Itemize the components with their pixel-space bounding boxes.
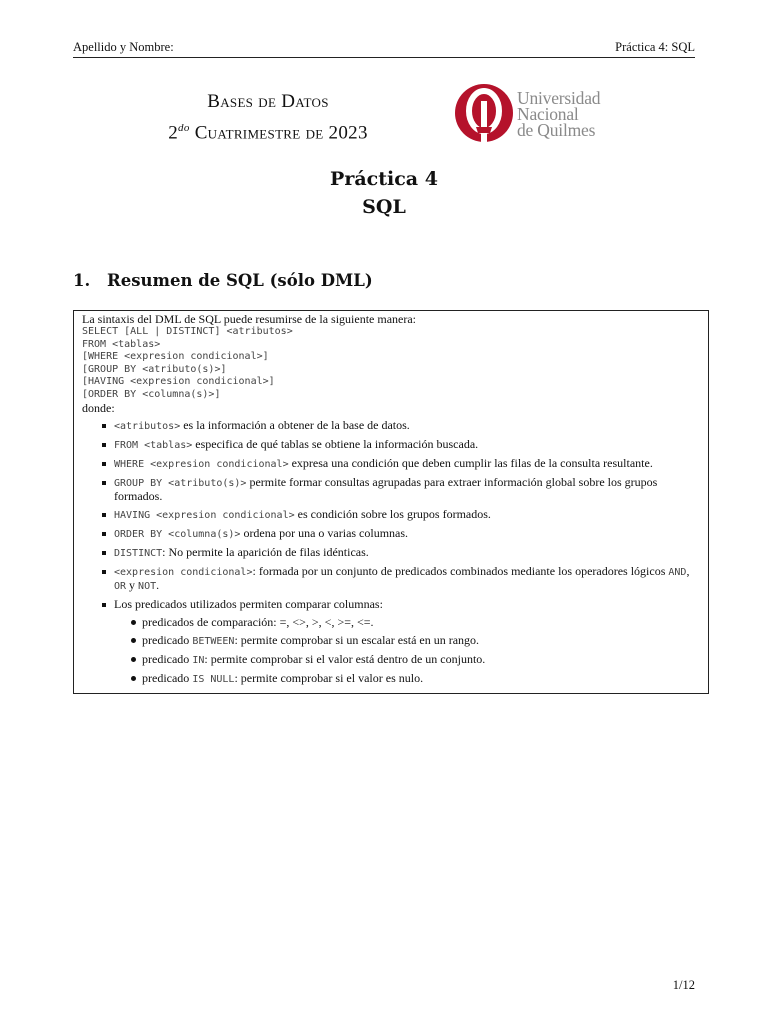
- page-number: 1/12: [672, 978, 695, 992]
- course-term: [108, 115, 428, 146]
- clause-list: [82, 419, 700, 686]
- list-item: [114, 476, 700, 503]
- predicate-item: [142, 672, 700, 686]
- operator-not: NOT: [138, 580, 157, 592]
- list-item: [114, 598, 700, 686]
- list-item: [114, 457, 700, 471]
- clause-text: permite formar consultas agrupadas para extraer información global sobre los grupos formados.: [114, 474, 658, 503]
- logo-line-2: Nacional: [517, 104, 579, 124]
- university-name: [517, 90, 600, 138]
- code-line: FROM <tablas>: [82, 338, 161, 350]
- code-line: [HAVING <expresion condicional>]: [82, 376, 275, 388]
- code-line: SELECT [ALL | DISTINCT] <atributos>: [82, 326, 293, 337]
- predicate-code: IN: [192, 654, 205, 666]
- sql-summary-box: [73, 310, 709, 694]
- predicate-item: [142, 653, 700, 667]
- course-name: Bases de Datos: [207, 91, 329, 112]
- donde-label: donde:: [82, 400, 115, 415]
- header-practice-label: Práctica 4: SQL: [615, 40, 695, 54]
- page-header: [73, 38, 695, 58]
- list-item: [114, 438, 700, 452]
- clause-text: ordena por una o varias columnas.: [240, 525, 409, 540]
- predicate-list: [114, 616, 700, 686]
- clause-code: ORDER BY <columna(s)>: [114, 528, 241, 540]
- predicate-prefix: predicado: [142, 651, 193, 666]
- section-heading: [73, 271, 373, 290]
- predicate-code: BETWEEN: [192, 635, 235, 647]
- predicate-prefix: predicado: [142, 632, 193, 647]
- predicate-text: : permite comprobar si el valor está dentro de un conjunto.: [204, 651, 486, 666]
- period: .: [156, 577, 160, 592]
- list-item: [114, 546, 700, 560]
- course-heading: [108, 88, 428, 146]
- predicate-item: [142, 616, 700, 629]
- practice-title: Práctica 4: [330, 168, 438, 190]
- clause-text: es la información a obtener de la base de datos.: [180, 417, 410, 432]
- clause-text: : No permite la aparición de filas idénticas.: [162, 544, 369, 559]
- code-line: [GROUP BY <atributo(s)>]: [82, 363, 227, 375]
- predicate-code: IS NULL: [192, 673, 235, 685]
- predicate-text: : permite comprobar si un escalar está en un rango.: [234, 632, 480, 647]
- clause-text: : formada por un conjunto de predicados combinados mediante los operadores lógicos: [252, 563, 669, 578]
- code-line: [ORDER BY <columna(s)>]: [82, 388, 221, 400]
- list-item: [114, 565, 700, 593]
- document-title: [0, 165, 768, 221]
- term-ordinal-suffix: do: [178, 122, 190, 134]
- term-rest: Cuatrimestre de 2023: [189, 122, 368, 144]
- university-seal-icon: [454, 83, 514, 145]
- list-item: [114, 508, 700, 522]
- clause-code: FROM <tablas>: [114, 439, 193, 451]
- logo-line-3: de Quilmes: [517, 120, 596, 140]
- clause-code: WHERE <expresion condicional>: [114, 458, 289, 470]
- clause-code: HAVING <expresion condicional>: [114, 509, 295, 521]
- section-title-text: Resumen de SQL (sólo DML): [107, 271, 373, 290]
- name-field-label: Apellido y Nombre:: [73, 40, 174, 54]
- list-item: [114, 527, 700, 541]
- clause-text: es condición sobre los grupos formados.: [294, 506, 491, 521]
- clause-text: expresa una condición que deben cumplir las filas de la consulta resultante.: [288, 455, 653, 470]
- predicate-text: : permite comprobar si el valor es nulo.: [234, 670, 424, 685]
- clause-code: GROUP BY <atributo(s)>: [114, 477, 247, 489]
- practice-subtitle: SQL: [362, 196, 406, 218]
- predicate-text: predicados de comparación: =, <>, >, <, >=, <=.: [142, 614, 374, 629]
- university-logo: [454, 83, 624, 145]
- separator: y: [126, 577, 139, 592]
- predicate-prefix: predicado: [142, 670, 193, 685]
- code-line: [WHERE <expresion condicional>]: [82, 351, 269, 363]
- term-ordinal: 2: [168, 122, 179, 144]
- clause-code: DISTINCT: [114, 547, 163, 559]
- section-number: 1.: [73, 271, 91, 290]
- logo-line-1: Universidad: [517, 88, 601, 108]
- clause-text: Los predicados utilizados permiten comparar columnas:: [114, 596, 383, 611]
- clause-code: <expresion condicional>: [114, 566, 253, 578]
- list-item: [114, 419, 700, 433]
- syntax-intro: La sintaxis del DML de SQL puede resumirse de la siguiente manera:: [82, 312, 417, 326]
- predicate-item: [142, 634, 700, 648]
- separator: ,: [686, 563, 690, 578]
- clause-code: <atributos>: [114, 420, 181, 432]
- operator-and: AND: [668, 566, 687, 578]
- operator-or: OR: [114, 580, 127, 592]
- clause-text: especifica de qué tablas se obtiene la información buscada.: [192, 436, 479, 451]
